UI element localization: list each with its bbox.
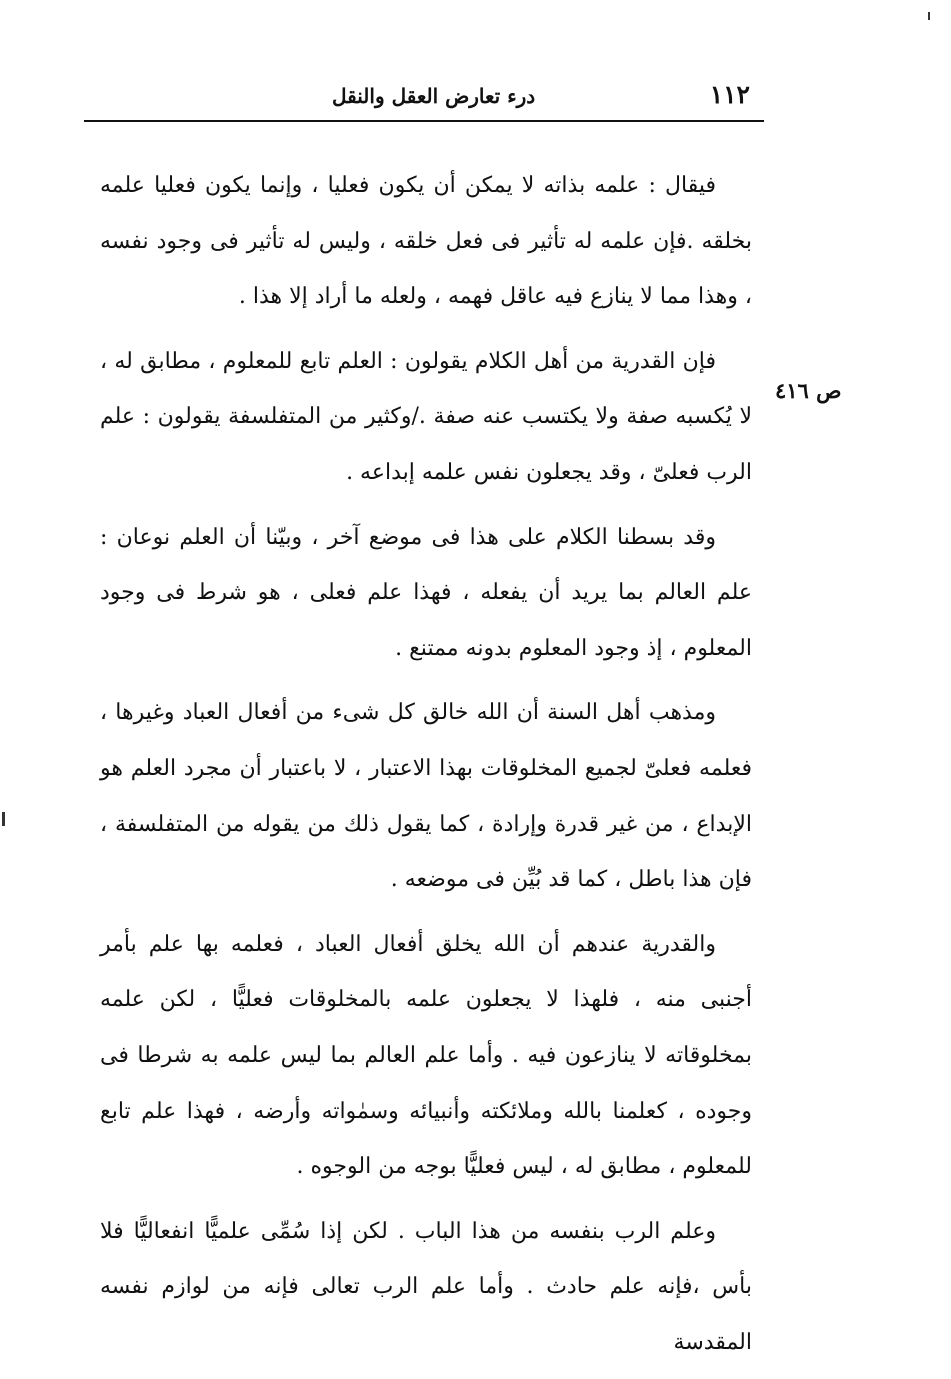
paragraph-2: فإن القدرية من أهل الكلام يقولون : العلم تابع للمعلوم ، مطابق له ، لا يُكسبه صفة ولا يكتسب عنه صفة ./وكثير من المتفلسفة يقولون : علم الرب فعلىّ ، وقد يجعلون نفس علمه إبداعه . <box>100 348 752 485</box>
running-title: درء تعارض العقل والنقل <box>332 84 536 108</box>
paragraph-1: فيقال : علمه بذاته لا يمكن أن يكون فعليا ، وإنما يكون فعليا علمه بخلقه .فإن علمه له تأثير فى فعل خلقه ، وليس له تأثير فى وجود نفسه ، وهذا مما لا ينازع فيه عاقل فهمه ، ولعله ما أراد إلا هذا . <box>100 173 752 310</box>
scan-mark <box>928 12 930 20</box>
page-header <box>84 78 764 122</box>
scan-mark <box>2 812 5 826</box>
paragraph-5: والقدرية عندهم أن الله يخلق أفعال العباد ، فعلمه بها علم بأمر أجنبى منه ، فلهذا لا يجعلون علمه بالمخلوقات فعليًّا ، لكن علمه بمخلوقاته لا ينازعون فيه . وأما علم العالم بما ليس علمه به شرطا فى وجوده ، كعلمنا بالله وملائكته وأنبيائه وسمٰواته وأرضه ، فهذا علم تابع للمعلوم ، مطابق له ، ليس فعليًّا بوجه من الوجوه . <box>100 931 752 1180</box>
page-number: ١١٢ <box>709 80 750 109</box>
paragraph-3: وقد بسطنا الكلام على هذا فى موضع آخر ، وبيّنا أن العلم نوعان : علم العالم بما يريد أن يفعله ، فهذا علم فعلى ، هو شرط فى وجود المعلوم ، إذ وجود المعلوم بدونه ممتنع . <box>100 524 752 661</box>
body-text <box>100 158 752 1379</box>
paragraph-6: وعلم الرب بنفسه من هذا الباب . لكن إذا سُمِّى علميًّا انفعاليًّا فلا بأس ،فإنه علم حادث . وأما علم الرب تعالى فإنه من لوازم نفسه المقدسة <box>100 1218 752 1355</box>
margin-page-reference: ص ٤١٦ <box>775 378 842 403</box>
paragraph-4: ومذهب أهل السنة أن الله خالق كل شىء من أفعال العباد وغيرها ، فعلمه فعلىّ لجميع المخلوقات بهذا الاعتبار ، لا باعتبار أن مجرد العلم هو الإبداع ، من غير قدرة وإرادة ، كما يقول ذلك من يقوله من المتفلسفة ، فإن هذا باطل ، كما قد بُيِّن فى موضعه . <box>100 700 752 893</box>
